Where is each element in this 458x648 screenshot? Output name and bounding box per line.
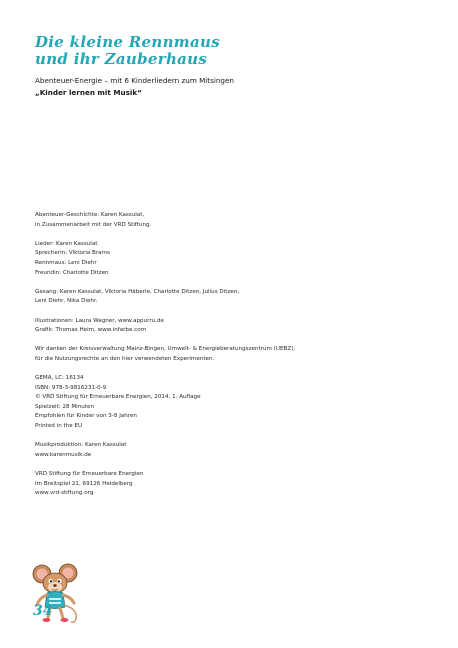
credits-block-cast (35, 240, 365, 278)
book-subtitle: Abenteuer-Energie – mit 6 Kinderliedern zum Mitsingen (35, 76, 234, 85)
credit-line: Grafik: Thomas Heim, www.infarbe.com (35, 327, 147, 334)
credit-line: Rennmaus: Leni Diehr (35, 259, 97, 266)
credit-line: Illustrationen: Laura Wagner, www.appurru.de (35, 317, 164, 324)
credits-block-address (35, 470, 365, 499)
credit-line: für die Nutzungsrechte an den hier verwendeten Experimenten. (35, 355, 215, 362)
page-number: 34 (33, 603, 53, 619)
credits-block-vocals (35, 288, 365, 307)
credit-line: ISBN: 978-3-9816231-0-9 (35, 384, 107, 391)
credit-line: Printed in the EU (35, 423, 83, 430)
series-name: „Kinder lernen mit Musik“ (35, 88, 142, 97)
credit-line: www.karenmusik.de (35, 451, 92, 458)
credit-line: Empfohlen für Kinder von 3-8 Jahren (35, 413, 137, 420)
credit-line: Sprecherin: Viktoria Brams (35, 250, 110, 257)
credits-block-publication (35, 374, 365, 432)
credits-block-thanks (35, 345, 365, 364)
credits-section (35, 211, 365, 508)
credit-line: VRD Stiftung für Erneuerbare Energien (35, 471, 144, 478)
credit-line: Leni Diehr, Nika Diehr. (35, 298, 98, 305)
credit-line: Abenteuer-Geschichte: Karen Kassulat, (35, 212, 145, 218)
book-title (35, 34, 220, 68)
credit-line: Gesang: Karen Kassulat, Viktoria Häberle, Charlotte Ditzen, Julius Ditzen, (35, 288, 240, 295)
credits-block-story (35, 211, 365, 230)
book-title-line-1: Die kleine Rennmaus (35, 33, 220, 51)
book-title-line-2: und ihr Zauberhaus (35, 50, 208, 68)
credit-line: in Zusammenarbeit mit der VRD Stiftung. (35, 221, 152, 228)
credits-block-design (35, 317, 365, 336)
credit-line: Musikproduktion: Karen Kassulat (35, 442, 127, 449)
credit-line: © VRD Stiftung für Erneuerbare Energien, 2014, 1. Auflage (35, 394, 201, 401)
credit-line: Wir danken der Kreisverwaltung Mainz-Bingen, Umwelt- & Energieberatungszentrum (UEBZ), (35, 346, 296, 353)
credit-line: Im Breitspiel 21, 69126 Heidelberg (35, 480, 133, 487)
credit-line: www.vrd-stiftung.org (35, 490, 94, 497)
credit-line: Lieder: Karen Kassulat (35, 240, 98, 247)
credit-line: Freundin: Charlotte Ditzen (35, 269, 109, 276)
credit-line: GEMA, LC: 16134 (35, 375, 84, 382)
credit-line: Spielzeit: 28 Minuten (35, 403, 94, 410)
credits-block-production (35, 441, 365, 460)
